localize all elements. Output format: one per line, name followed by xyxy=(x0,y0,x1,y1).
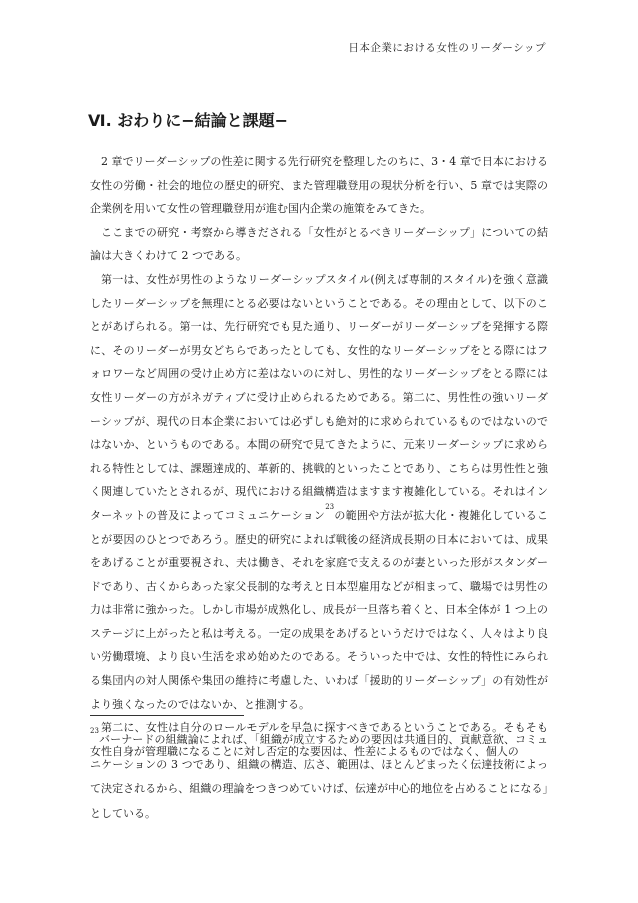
paragraph-2: ここまでの研究・考察から導きだされる「女性がとるべきリーダーシップ」についての結論は大きくわけて 2 つである。 xyxy=(90,225,548,263)
footnote-number: 23 xyxy=(90,727,99,735)
paragraph-3-part-2: の範囲や方法が拡大化・複雑化していることが要因のひとつであろう。歴史的研究によれば戦後の経済成長期の日本においては、成果をあげることが重要視され、夫は働き、それを家庭で支えるのが妻といった形がスタンダードであり、古くからあった家父長制的な考えと日本型雇用などが相まって、職場では男性の力は非常に強かった。しかし市場が成熟化し、成長が一旦落ち着くと、日本全体が 1 つ上のステージに上がったと私は考える。一定の成果をあげるというだけではなく、人々はより良い労働環境、より良い生活を求め始めたのである。そういった中では、女性的特性にみられる集団内の対人関係や集団の維持に考慮した、いわば「援助的リーダーシップ」の有効性がより強くなったのではないか、と推測する。 xyxy=(90,508,548,711)
footnote xyxy=(90,728,548,826)
paragraph-3-part-1: 第一は、女性が男性のようなリーダーシップスタイル(例えば専制的スタイル)を強く意識したリーダーシップを無理にとる必要はないということである。その理由として、以下のことがあげられる。第一は、先行研究でも見た通り、リーダーがリーダーシップを発揮する際に、そのリーダーが男女どちらであったとしても、女性的なリーダーシップをとる際にはフォロワーなど周囲の受け止め方に差はないのに対し、男性的なリーダーシップをとる際には女性リーダーの方がネガティブに受け止められるためである。第二に、男性性の強いリーダーシップが、現代の日本企業においては必ずしも絶対的に求められているものではないのではないか、というものである。本間の研究で見てきたように、元来リーダーシップに求められる特性としては、課題達成的、革新的、挑戦的といったことであり、こちらは男性性と強く関連していたとされるが、現代における組織構造はますます複雑化している。それはインターネットの普及によってコミュニケーション xyxy=(90,272,548,522)
footnote-divider xyxy=(90,715,244,716)
paragraph-4: 第二に、女性は自分のロールモデルを早急に探すべきであるということである。そもそも女性自身が管理職になることに対し否定的な要因は、性差によるものではなく、個人の xyxy=(90,721,548,758)
paragraph-3 xyxy=(90,268,548,716)
section-title: Ⅵ. おわりに−結論と課題− xyxy=(88,111,289,130)
footnote-text: バーナードの組織論によれば、「組織が成立するための要因は共通目的、貢献意欲、コミュニケーションの 3 つであり、組織の構造、広さ、範囲は、ほとんどまったく伝達技術によって決定されるから、組織の理論をつきつめていけば、伝達が中心的地位を占めることになる」としている。 xyxy=(90,733,548,820)
body-text xyxy=(90,150,548,763)
footnote-reference: 23 xyxy=(325,502,335,511)
running-header: 日本企業における女性のリーダーシップ xyxy=(348,42,546,54)
paragraph-1: 2 章でリーダーシップの性差に関する先行研究を整理したのちに、3・4 章で日本における女性の労働・社会的地位の歴史的研究、また管理職登用の現状分析を行い、5 章では実際の企業例を用いて女性の管理職登用が進む国内企業の施策をみてきた。 xyxy=(90,155,548,216)
